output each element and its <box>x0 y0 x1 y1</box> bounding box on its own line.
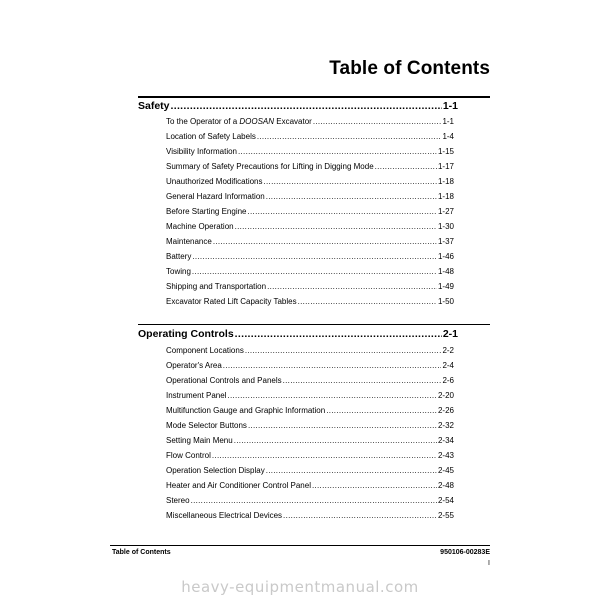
leader-dots <box>267 282 437 291</box>
watermark: heavy-equipmentmanual.com <box>181 578 419 596</box>
toc-entry-label: Before Starting Engine <box>166 207 247 216</box>
toc-entry[interactable] <box>166 496 454 505</box>
toc-entry-page: 2-32 <box>437 421 454 430</box>
toc-entry[interactable] <box>166 466 454 475</box>
top-divider <box>138 96 490 98</box>
toc-entry[interactable] <box>166 267 454 276</box>
toc-entry[interactable] <box>166 421 454 430</box>
toc-entry-page: 1-15 <box>437 147 454 156</box>
toc-entry-page: 1-46 <box>437 252 454 261</box>
leader-dots <box>234 436 437 445</box>
toc-entry-page: 2-45 <box>437 466 454 475</box>
toc-section-page: 2-1 <box>442 328 458 340</box>
toc-entry[interactable] <box>166 222 454 231</box>
toc-entry-page: 2-34 <box>437 436 454 445</box>
toc-entry-label: Machine Operation <box>166 222 234 231</box>
toc-entry[interactable] <box>166 406 454 415</box>
leader-dots <box>235 222 437 231</box>
toc-entry-page: 2-2 <box>442 346 454 355</box>
toc-entry[interactable] <box>166 147 454 156</box>
page-title: Table of Contents <box>329 58 490 79</box>
leader-dots <box>227 391 437 400</box>
toc-entry-page: 2-6 <box>442 376 454 385</box>
leader-dots <box>283 511 437 520</box>
toc-entry[interactable] <box>166 297 454 306</box>
toc-entry-page: 1-49 <box>437 282 454 291</box>
toc-entry-page: 1-27 <box>437 207 454 216</box>
toc-entry[interactable] <box>166 436 454 445</box>
toc-entry-page: 1-30 <box>437 222 454 231</box>
toc-entry[interactable] <box>166 376 454 385</box>
toc-entry-label: Summary of Safety Precautions for Lifting in Digging Mode <box>166 162 374 171</box>
toc-entry-page: 1-50 <box>437 297 454 306</box>
toc-section-operating-controls[interactable] <box>138 328 458 340</box>
toc-entry-label: Mode Selector Buttons <box>166 421 247 430</box>
toc-entry-label: Towing <box>166 267 191 276</box>
toc-entry[interactable] <box>166 252 454 261</box>
footer-doc-number: 950106-00283E <box>440 549 490 556</box>
footer-title: Table of Contents <box>112 549 171 556</box>
toc-entry-page: 1-18 <box>437 177 454 186</box>
toc-entry-label: Heater and Air Conditioner Control Panel <box>166 481 311 490</box>
toc-entry-label: Component Locations <box>166 346 244 355</box>
leader-dots <box>171 100 442 112</box>
toc-entry-page: 2-43 <box>437 451 454 460</box>
toc-entry[interactable] <box>166 177 454 186</box>
toc-entry-page: 2-54 <box>437 496 454 505</box>
toc-entry-label: Setting Main Menu <box>166 436 233 445</box>
toc-entry-label: Operational Controls and Panels <box>166 376 282 385</box>
leader-dots <box>245 346 442 355</box>
toc-entry-page: 2-55 <box>437 511 454 520</box>
toc-entry[interactable] <box>166 207 454 216</box>
toc-entry-label: Excavator Rated Lift Capacity Tables <box>166 297 297 306</box>
section-divider <box>138 324 490 325</box>
toc-entry-label: Instrument Panel <box>166 391 227 400</box>
toc-entry-label: Miscellaneous Electrical Devices <box>166 511 283 520</box>
toc-entry[interactable] <box>166 282 454 291</box>
toc-entry[interactable] <box>166 451 454 460</box>
toc-entry-label: Stereo <box>166 496 190 505</box>
leader-dots <box>312 481 437 490</box>
toc-section-label: Safety <box>138 100 170 112</box>
toc-entry-page: 1-17 <box>437 162 454 171</box>
leader-dots <box>266 192 437 201</box>
toc-entry-page: 2-20 <box>437 391 454 400</box>
leader-dots <box>266 466 437 475</box>
leader-dots <box>257 132 442 141</box>
toc-entry-page: 1-1 <box>442 117 454 126</box>
leader-dots <box>192 267 437 276</box>
toc-entry-label: Maintenance <box>166 237 212 246</box>
leader-dots <box>375 162 437 171</box>
leader-dots <box>238 147 437 156</box>
toc-entry[interactable] <box>166 237 454 246</box>
brand-name: DOOSAN <box>239 117 275 126</box>
toc-entry-label: To the Operator of a DOOSAN Excavator <box>166 117 312 126</box>
toc-entry[interactable] <box>166 481 454 490</box>
leader-dots <box>248 421 437 430</box>
toc-section-label: Operating Controls <box>138 328 234 340</box>
leader-dots <box>298 297 437 306</box>
toc-entry-page: 1-4 <box>442 132 454 141</box>
leader-dots <box>248 207 437 216</box>
leader-dots <box>212 451 437 460</box>
toc-section-safety[interactable] <box>138 100 458 112</box>
page-number: I <box>488 560 490 567</box>
leader-dots <box>235 328 442 340</box>
toc-entry-label: Operator's Area <box>166 361 222 370</box>
toc-entry-label: Visibility Information <box>166 147 237 156</box>
toc-entry-page: 2-26 <box>437 406 454 415</box>
toc-section-page: 1-1 <box>442 100 458 112</box>
leader-dots <box>223 361 442 370</box>
toc-entry-label: Shipping and Transportation <box>166 282 267 291</box>
toc-entry-label: Multifunction Gauge and Graphic Information <box>166 406 326 415</box>
toc-entry-label: Location of Safety Labels <box>166 132 256 141</box>
toc-entry[interactable] <box>166 192 454 201</box>
leader-dots <box>326 406 437 415</box>
toc-entry[interactable] <box>166 162 454 171</box>
toc-entry[interactable] <box>166 391 454 400</box>
toc-entry-page: 2-4 <box>442 361 454 370</box>
leader-dots <box>283 376 442 385</box>
toc-entry-label: General Hazard Information <box>166 192 265 201</box>
leader-dots <box>213 237 437 246</box>
leader-dots <box>264 177 437 186</box>
toc-entry[interactable] <box>166 132 454 141</box>
toc-entry[interactable] <box>166 117 454 126</box>
toc-entry-label: Unauthorized Modifications <box>166 177 263 186</box>
toc-entry-page: 1-18 <box>437 192 454 201</box>
footer-divider <box>110 545 490 546</box>
toc-entry-page: 1-37 <box>437 237 454 246</box>
leader-dots <box>192 252 437 261</box>
leader-dots <box>313 117 442 126</box>
toc-entry[interactable] <box>166 361 454 370</box>
toc-entry-label: Battery <box>166 252 192 261</box>
toc-entry-page: 2-48 <box>437 481 454 490</box>
leader-dots <box>191 496 437 505</box>
toc-entry-label: Flow Control <box>166 451 211 460</box>
toc-entry[interactable] <box>166 346 454 355</box>
toc-entry-label: Operation Selection Display <box>166 466 265 475</box>
toc-entry-page: 1-48 <box>437 267 454 276</box>
toc-entry[interactable] <box>166 511 454 520</box>
